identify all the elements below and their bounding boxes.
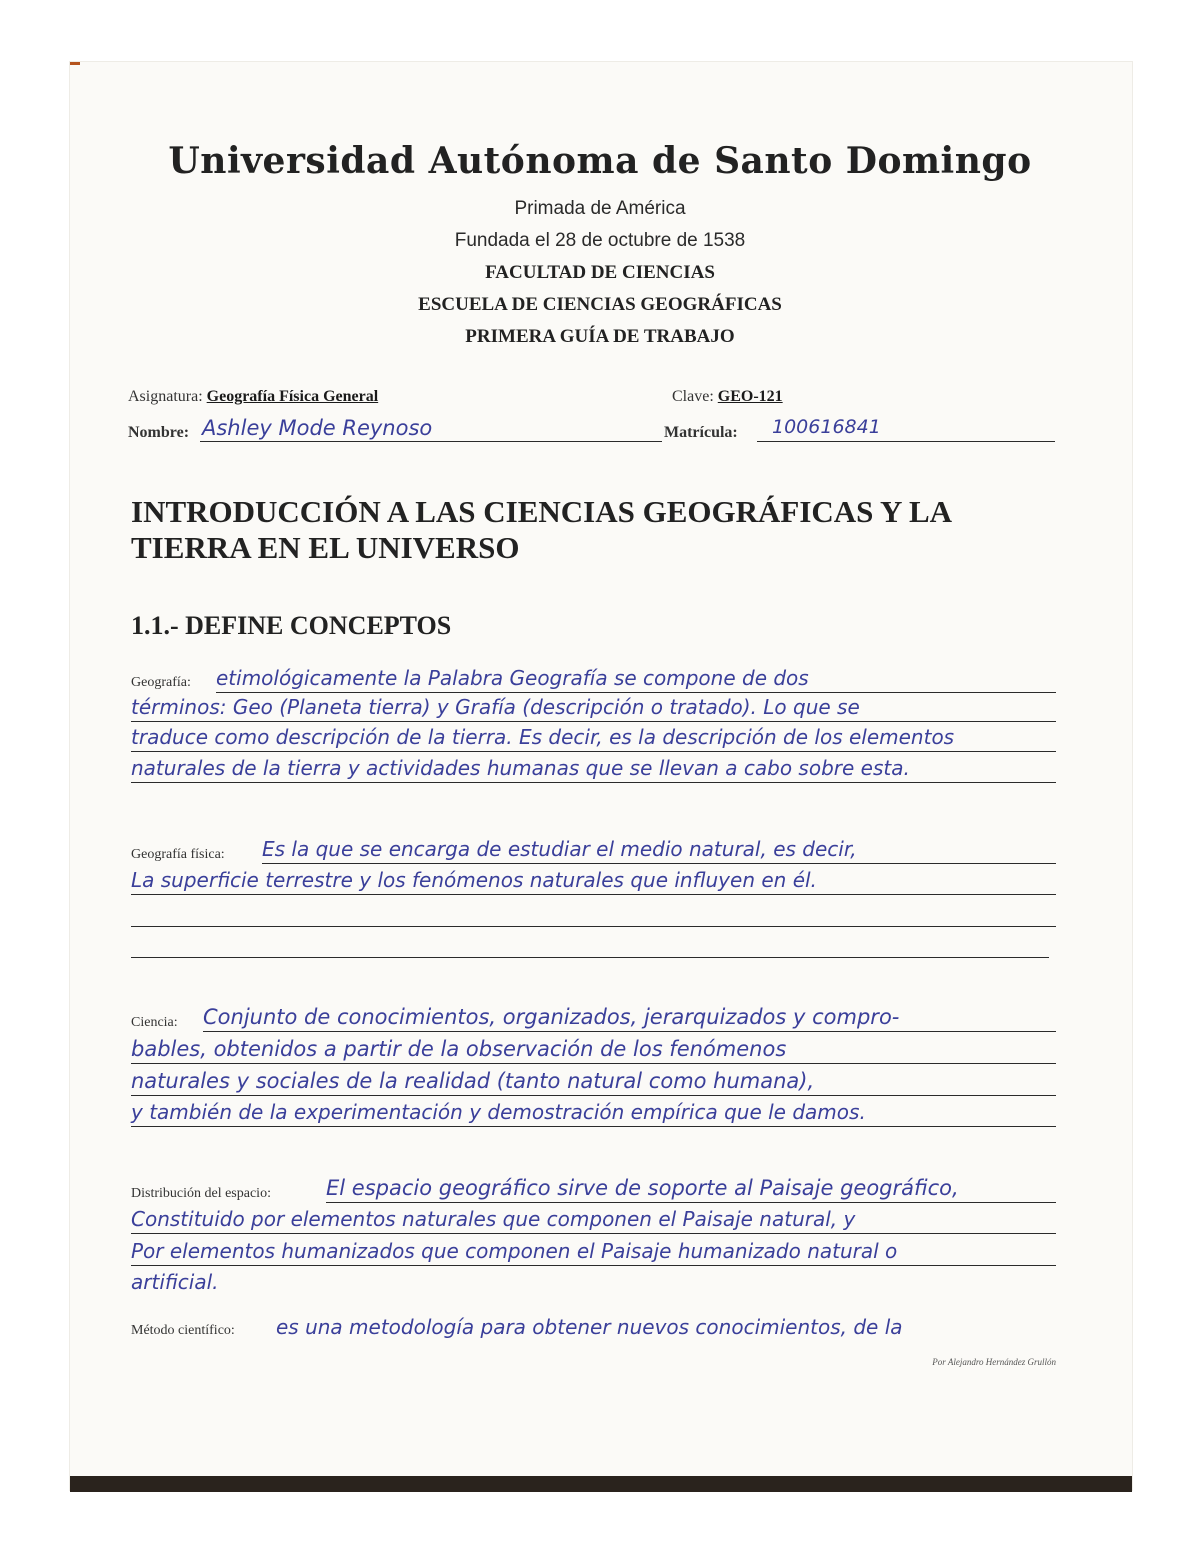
answer-text: etimológicamente la Palabra Geografía se compone de dos	[216, 666, 809, 690]
answer-line	[131, 1237, 1056, 1266]
answer-line	[131, 754, 1056, 783]
answer-text: Es la que se encarga de estudiar el medio natural, es decir,	[262, 837, 857, 861]
guide-title: PRIMERA GUÍA DE TRABAJO	[465, 326, 735, 347]
answer-line	[326, 1174, 1056, 1203]
id-label: Matrícula:	[664, 424, 738, 441]
name-field	[128, 424, 189, 442]
founded-date: Fundada el 28 de octubre de 1538	[454, 230, 746, 251]
answer-text: términos: Geo (Planeta tierra) y Grafía (descripción o tratado). Lo que se	[131, 695, 860, 719]
paper-corner-mark	[70, 62, 80, 65]
answer-line	[131, 1098, 1056, 1127]
school-name: ESCUELA DE CIENCIAS GEOGRÁFICAS	[418, 294, 782, 315]
answer-text: y también de la experimentación y demostración empírica que le damos.	[131, 1100, 866, 1124]
answer-text: artificial.	[131, 1270, 219, 1294]
university-title: Universidad Autónoma de Santo Domingo	[168, 140, 1032, 182]
paper-bottom-edge	[70, 1476, 1132, 1492]
answer-line	[131, 929, 1049, 958]
code-field	[672, 388, 783, 406]
subject-label: Asignatura:	[128, 388, 203, 405]
name-label: Nombre:	[128, 424, 190, 441]
concept-label-ciencia: Ciencia:	[131, 1015, 178, 1030]
answer-line	[131, 693, 1056, 722]
name-value: Ashley Mode Reynoso	[202, 416, 433, 440]
subject-field	[128, 388, 378, 406]
answer-line	[203, 1003, 1056, 1032]
answer-text: Constituido por elementos naturales que componen el Paisaje natural, y	[131, 1207, 856, 1231]
university-subtitle: Primada de América	[514, 198, 686, 219]
concept-label-geografia: Geografía:	[131, 675, 191, 690]
answer-text: La superficie terrestre y los fenómenos naturales que influyen en él.	[131, 868, 817, 892]
faculty-name: FACULTAD DE CIENCIAS	[485, 262, 715, 283]
id-field	[664, 424, 738, 442]
code-label: Clave:	[672, 388, 714, 405]
answer-line	[276, 1313, 1056, 1341]
concept-label-distribucion: Distribución del espacio:	[131, 1186, 271, 1201]
answer-text: Por elementos humanizados que componen el Paisaje humanizado natural o	[131, 1239, 898, 1263]
answer-line	[262, 835, 1056, 864]
answer-text: Conjunto de conocimientos, organizados, jerarquizados y compro-	[203, 1005, 900, 1029]
section-heading: 1.1.- DEFINE CONCEPTOS	[131, 611, 452, 640]
name-underline	[200, 441, 662, 442]
answer-line	[131, 1205, 1056, 1234]
subject-value: Geografía Física General	[206, 388, 379, 405]
answer-text: naturales de la tierra y actividades humanas que se llevan a cabo sobre esta.	[131, 756, 910, 780]
answer-line	[131, 866, 1056, 895]
code-value: GEO-121	[717, 388, 783, 405]
answer-text: bables, obtenidos a partir de la observación de los fenómenos	[131, 1037, 787, 1061]
answer-line	[131, 1067, 1056, 1096]
answer-line	[131, 898, 1056, 927]
id-value: 100616841	[772, 416, 881, 438]
concept-label-geografia-fisica: Geografía física:	[131, 847, 225, 862]
answer-text: es una metodología para obtener nuevos conocimientos, de la	[276, 1315, 903, 1339]
answer-line	[131, 723, 1056, 752]
answer-text: El espacio geográfico sirve de soporte al Paisaje geográfico,	[326, 1176, 959, 1200]
main-heading: INTRODUCCIÓN A LAS CIENCIAS GEOGRÁFICAS Y LA TIERRA EN EL UNIVERSO	[131, 494, 951, 565]
answer-line	[131, 1035, 1056, 1064]
answer-text: naturales y sociales de la realidad (tanto natural como humana),	[131, 1069, 815, 1093]
answer-line	[216, 664, 1056, 693]
concept-label-metodo: Método científico:	[131, 1323, 235, 1338]
author-credit: Por Alejandro Hernández Grullón	[932, 1357, 1056, 1367]
answer-text: traduce como descripción de la tierra. Es decir, es la descripción de los elementos	[131, 725, 955, 749]
answer-line	[131, 1268, 1056, 1296]
id-underline	[757, 441, 1055, 442]
